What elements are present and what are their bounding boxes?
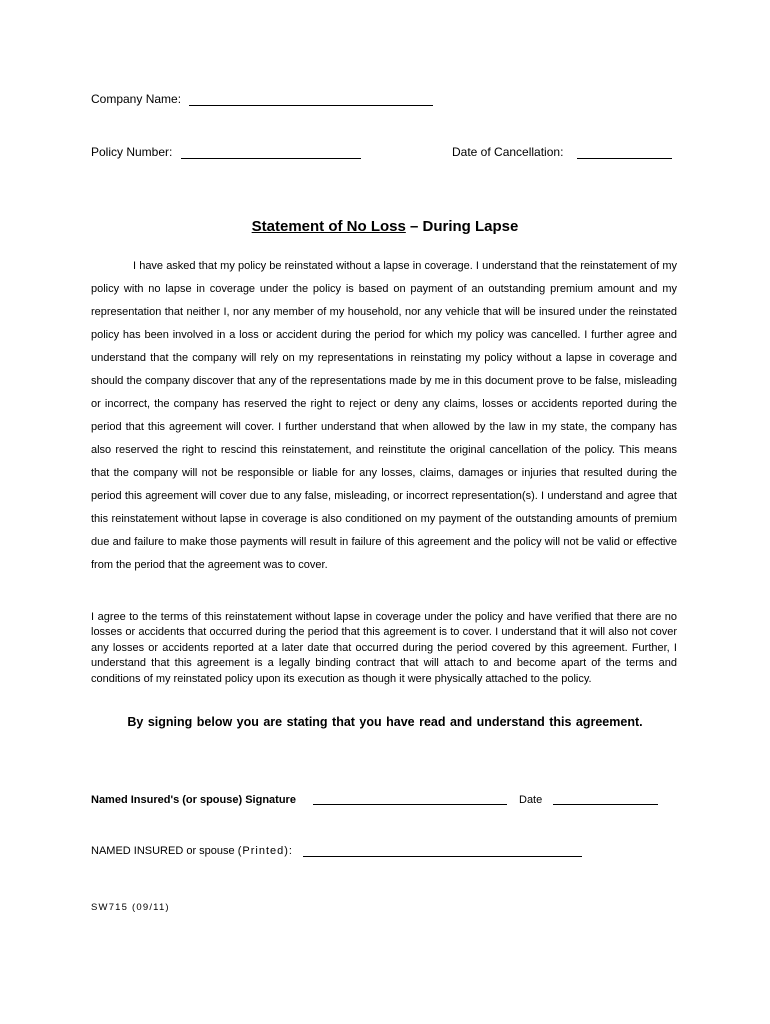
printed-name-label-suffix: (Printed): [237,845,293,857]
form-code: SW715 (09/11) [91,902,170,913]
printed-name-label [91,845,293,857]
signing-notice: By signing below you are stating that you have read and understand this agreement. [127,715,643,729]
company-name-label: Company Name: [91,92,182,106]
date-of-cancellation-line[interactable] [577,158,672,159]
signature-line[interactable] [313,804,507,805]
printed-name-label-prefix: NAMED INSURED or spouse [91,845,238,857]
title-rest: – During Lapse [405,218,519,235]
statement-paragraph-1: I have asked that my policy be reinstated without a lapse in coverage. I understand that the reinstatement of my policy with no lapse in coverage under the policy is based on payment of an outstanding premium amount and my representation that neither I, nor any member of my household, nor any vehicle that will be insured under the reinstated policy has been involved in a loss or accident during the period for which my policy was cancelled. I further agree and understand that the company will rely on my representations in reinstating my policy without a lapse in coverage and should the company discover that any of the representations made by me in this document prove to be false, misleading or incorrect, the company has reserved the right to reject or deny any claims, losses or accidents reported during the period that this agreement will cover. I further understand that when allowed by the law in my state, the company has also reserved the right to rescind this reinstatement, and reinstitute the original cancellation of the policy. This means that the company will not be responsible or liable for any losses, claims, damages or injuries that resulted during the period this agreement will cover due to any false, misleading, or incorrect representation(s). I understand and agree that this reinstatement without lapse in coverage is also conditioned on my payment of the outstanding amounts of premium due and failure to make those payments will result in failure of this agreement and the policy will not be valid or effective from the period that the agreement was to cover. [91,260,677,571]
date-of-cancellation-label: Date of Cancellation: [452,145,564,159]
company-name-line[interactable] [189,105,433,106]
printed-name-line[interactable] [303,856,582,857]
date-label: Date [519,794,543,806]
title-underlined: Statement of No Loss [251,218,406,235]
document-title [0,218,770,235]
signature-label: Named Insured's (or spouse) Signature [91,794,296,806]
statement-paragraph-2: I agree to the terms of this reinstatement without lapse in coverage under the policy and have verified that there are no losses or accidents that occurred during the period that this agreement is to cover. I understand that it will also not cover any losses or accidents reported at a later date that occurred during the period covered by this agreement. Further, I understand that this agreement is a legally binding contract that will attach to and become apart of the terms and conditions of my reinstated policy upon its execution as though it were physically attached to the policy. [91,611,677,685]
date-line[interactable] [553,804,658,805]
policy-number-line[interactable] [181,158,361,159]
policy-number-label: Policy Number: [91,145,173,159]
